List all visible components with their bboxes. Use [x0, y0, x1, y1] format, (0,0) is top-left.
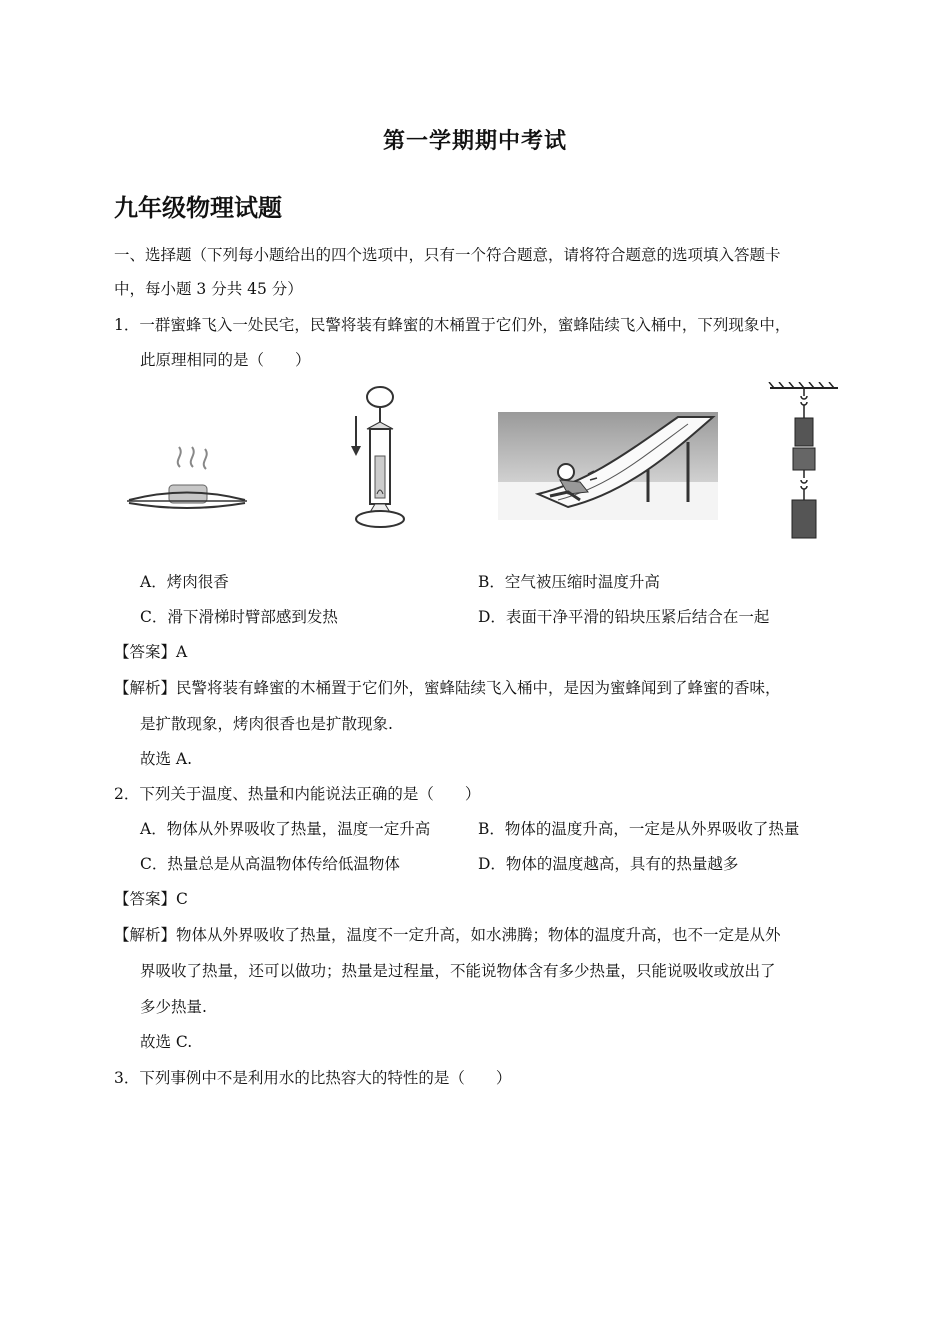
q2-stem: 2．下列关于温度、热量和内能说法正确的是（ ） — [114, 785, 481, 803]
q1-analysis-line2: 是扩散现象，烤肉很香也是扩散现象. — [140, 715, 393, 733]
q1-answer: 【答案】A — [114, 643, 188, 661]
q2-analysis-line3: 多少热量. — [140, 998, 207, 1016]
page-title: 第一学期期中考试 — [382, 128, 567, 154]
q1-stem-line2: 此原理相同的是（ ） — [140, 351, 311, 369]
q1-conclusion: 故选 A. — [140, 750, 193, 768]
page-subtitle: 九年级物理试题 — [114, 193, 282, 222]
q1-option-d: D．表面干净平滑的铅块压紧后结合在一起 — [478, 608, 770, 626]
lead-blocks-hanging-icon — [768, 382, 840, 542]
child-on-slide-icon — [498, 412, 718, 520]
q1-analysis-line1: 【解析】民警将装有蜂蜜的木桶置于它们外，蜜蜂陆续飞入桶中，是因为蜜蜂闻到了蜂蜜的香味， — [114, 679, 781, 697]
q1-stem-line1: 1．一群蜜蜂飞入一处民宅，民警将装有蜂蜜的木桶置于它们外，蜜蜂陆续飞入桶中，下列现象中， — [114, 316, 791, 334]
q2-analysis-line1: 【解析】物体从外界吸收了热量，温度不一定升高，如水沸腾；物体的温度升高，也不一定是从外 — [114, 926, 781, 944]
air-compression-syringe-icon — [347, 384, 412, 534]
q2-option-d: D．物体的温度越高，具有的热量越多 — [478, 855, 739, 873]
q2-answer: 【答案】C — [114, 890, 188, 908]
section-intro-line1: 一、选择题（下列每小题给出的四个选项中，只有一个符合题意，请将符合题意的选项填入答题卡 — [114, 246, 781, 264]
grilled-meat-icon — [125, 445, 250, 515]
q2-analysis-line2: 界吸收了热量，还可以做功；热量是过程量，不能说物体含有多少热量，只能说吸收或放出了 — [140, 962, 776, 980]
q3-stem: 3．下列事例中不是利用水的比热容大的特性的是（ ） — [114, 1069, 512, 1087]
q1-option-c: C．滑下滑梯时臂部感到发热 — [140, 608, 338, 626]
q2-conclusion: 故选 C. — [140, 1033, 193, 1051]
section-intro-line2: 中，每小题 3 分共 45 分） — [114, 280, 303, 298]
q2-option-a: A．物体从外界吸收了热量，温度一定升高 — [140, 820, 431, 838]
q1-option-b: B．空气被压缩时温度升高 — [478, 573, 660, 591]
q2-option-c: C．热量总是从高温物体传给低温物体 — [140, 855, 400, 873]
q1-option-a: A．烤肉很香 — [140, 573, 229, 591]
q2-option-b: B．物体的温度升高，一定是从外界吸收了热量 — [478, 820, 800, 838]
